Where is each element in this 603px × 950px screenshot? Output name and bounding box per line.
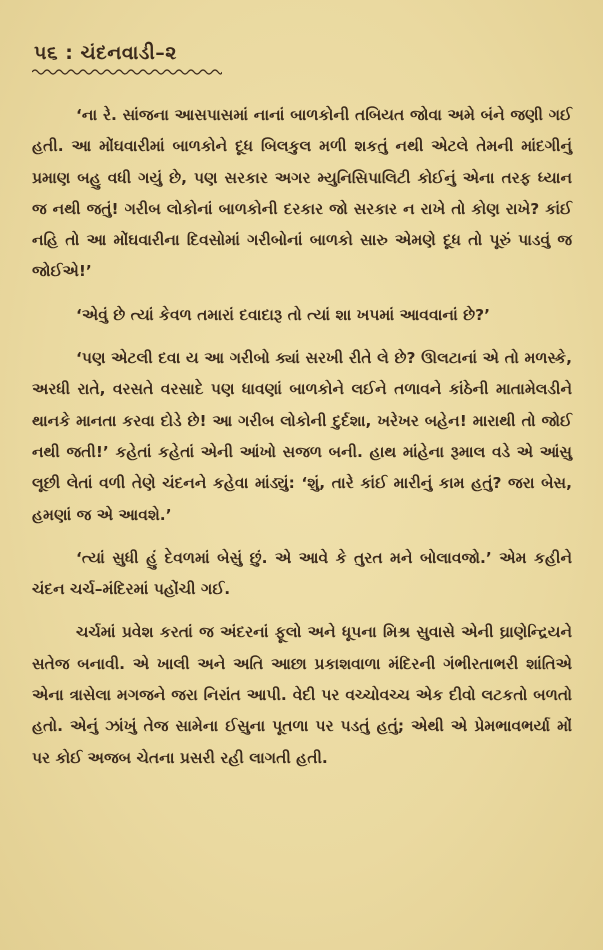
paragraph: ‘ના રે. સાંજના આસપાસમાં નાનાં બાળકોની તબિયત જોવા અમે બંને જણી ગઈ હતી. આ મોંઘવારીમાં બાળકોને દૂધ બિલકુલ મળી શકતું નથી એટલે તેમની માંદગીનું પ્રમાણ બહુ વધી ગયું છે, પણ સરકાર અગર મ્યુનિસિપાલિટી કોઈનું એના તરફ ધ્યાન જ નથી જતું! ગરીબ લોકોનાં બાળકોની દરકાર જો સરકાર ન રાખે તો કોણ રાખે? કાંઈ નહિ તો આ મોંઘવારીના દિવસોમાં ગરીબોનાં બાળકો સારુ એમણે દૂધ તો પૂરું પાડવું જ જોઈએ!’ (32, 106, 572, 281)
paragraph: ‘એવું છે ત્યાં કેવળ તમારાં દવાદારૂ તો ત્યાં શા ખપમાં આવવાનાં છે?’ (76, 305, 490, 324)
paragraph: ‘ત્યાં સુધી હું દેવળમાં બેસું છું. એ આવે કે તુરત મને બોલાવજો.’ એમ કહીને ચંદન ચર્ચ–મંદિરમાં પહોંચી ગઈ. (32, 548, 572, 599)
wavy-underline-decoration (32, 67, 222, 77)
body-text (32, 100, 572, 774)
page-header: ૫૬ : ચંદનવાડી–૨ (34, 42, 177, 64)
paragraph: ચર્ચમાં પ્રવેશ કરતાં જ અંદરનાં ફૂલો અને ધૂપના મિશ્ર સુવાસે એની ઘ્રાણેન્દ્રિયને સતેજ બનાવી. એ ખાલી અને અતિ આછા પ્રકાશવાળા મંદિરની ગંભીરતાભરી શાંતિએ એના ત્રાસેલા મગજને જરા નિરાંત આપી. વેદી પર વચ્ચોવચ્ચ એક દીવો લટકતો બળતો હતો. એનું ઝાંખું તેજ સામેના ઈસુના પૂતળા પર પડતું હતું; એથી એ પ્રેમભાવભર્યા મોં પર કોઈ અજબ ચેતના પ્રસરી રહી લાગતી હતી. (32, 623, 572, 767)
paragraph: ‘પણ એટલી દવા ય આ ગરીબો ક્યાં સરખી રીતે લે છે? ઊલટાનાં એ તો મળસ્કે, અરધી રાતે, વરસતે વરસાદે પણ ધાવણાં બાળકોને લઈને તળાવને કાંઠેની માતામેલડીને થાનકે માનતા કરવા દોડે છે! આ ગરીબ લોકોની દુર્દશા, ખરેખર બહેન! મારાથી તો જોઈ નથી જતી!’ કહેતાં કહેતાં એની આંખો સજળ બની. હાથ માંહેના રૂમાલ વડે એ આંસુ લૂછી લેતાં વળી તેણે ચંદનને કહેવા માંડ્યું: ‘શું, તારે કાંઈ મારીનું કામ હતું? જરા બેસ, હમણાં જ એ આવશે.’ (32, 349, 572, 524)
